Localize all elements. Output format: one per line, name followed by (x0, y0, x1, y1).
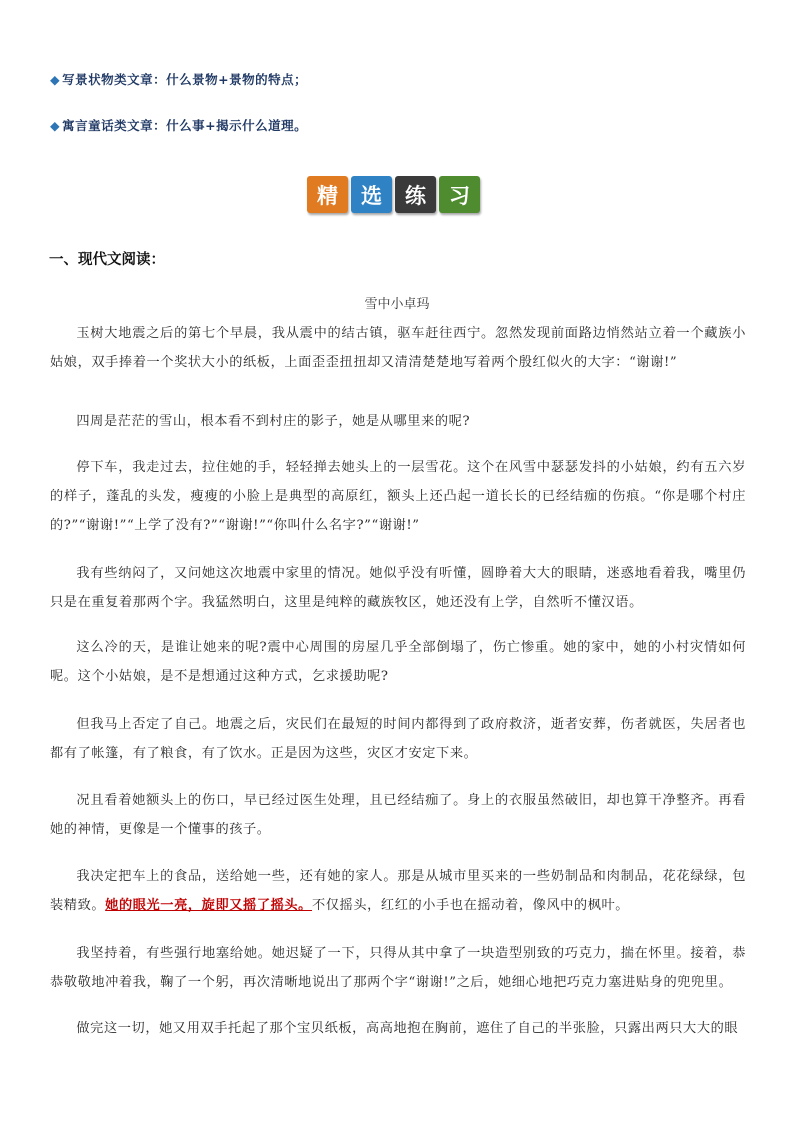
banner-tile: 精 (307, 176, 348, 213)
diamond-bullet-icon: ◆ (50, 118, 61, 133)
paragraph-text: 我决定把车上的食品，送给她一些，还有她的家人。那是从城市里买来的一些奶制品和肉制品，花花绿绿，包装精致。 (50, 869, 746, 913)
paragraph: 做完这一切，她又用双手托起了那个宝贝纸板，高高地抱在胸前，遮住了自己的半张脸，只露出两只大大的眼 (76, 1021, 739, 1036)
tip-text: 寓言童话类文章：什么事+揭示什么道理。 (62, 118, 308, 133)
paragraph: 这么冷的天，是谁让她来的呢?震中心周围的房屋几乎全部倒塌了，伤亡惨重。她的家中，她的小村灾情如何呢。这个小姑娘，是不是想通过这种方式，乞求援助呢? (50, 640, 746, 684)
tip-text: 写景状物类文章：什么景物+景物的特点； (62, 72, 308, 87)
paragraph: 但我马上否定了自己。地震之后，灾民们在最短的时间内都得到了政府救济，逝者安葬，伤者就医，失居者也都有了帐篷，有了粮食，有了饮水。正是因为这些，灾区才安定下来。 (50, 717, 746, 761)
paragraph: 四周是茫茫的雪山，根本看不到村庄的影子，她是从哪里来的呢? (76, 414, 471, 429)
banner-tile: 练 (395, 176, 436, 213)
story-title: 雪中小卓玛 (364, 297, 430, 312)
paragraph: 况且看着她额头上的伤口，早已经过医生处理，且已经结痂了。身上的衣服虽然破旧，却也算干净整齐。再看她的神情，更像是一个懂事的孩子。 (50, 793, 746, 837)
highlighted-sentence: 她的眼光一亮，旋即又摇了摇头。 (105, 898, 312, 913)
banner-tile: 习 (439, 176, 480, 213)
paragraph: 停下车，我走过去，拉住她的手，轻轻掸去她头上的一层雪花。这个在风雪中瑟瑟发抖的小姑娘，约有五六岁的样子，蓬乱的头发，瘦瘦的小脸上是典型的高原红，额头上还凸起一道长长的已经结痂的伤痕。“你是哪个村庄的?”“谢谢!”“上学了没有?”“谢谢!”“你叫什么名字?”“谢谢!” (50, 460, 746, 533)
paragraph: 我坚持着，有些强行地塞给她。她迟疑了一下，只得从其中拿了一块造型别致的巧克力，揣在怀里。接着，恭恭敬敬地冲着我，鞠了一个躬，再次清晰地说出了那两个字“谢谢!”之后，她细心地把巧克力塞进贴身的兜兜里。 (50, 946, 746, 990)
tip-line-fable (50, 116, 307, 134)
tip-line-scenery (50, 70, 307, 88)
paragraph-with-highlight (50, 862, 746, 920)
section-title: 一、现代文阅读： (49, 252, 165, 268)
paragraph: 玉树大地震之后的第七个早晨，我从震中的结古镇，驱车赶往西宁。忽然发现前面路边悄然站立着一个藏族小姑娘，双手捧着一个奖状大小的纸板，上面歪歪扭扭却又清清楚楚地写着两个殷红似火的大字：“谢谢!” (50, 326, 746, 370)
paragraph-text: 不仅摇头，红红的小手也在摇动着，像风中的枫叶。 (311, 898, 630, 913)
paragraph: 我有些纳闷了，又问她这次地震中家里的情况。她似乎没有听懂，圆睁着大大的眼睛，迷惑地看着我，嘴里仍只是在重复着那两个字。我猛然明白，这里是纯粹的藏族牧区，她还没有上学，自然听不懂汉语。 (50, 566, 746, 610)
practice-banner (307, 176, 480, 213)
banner-tile: 选 (351, 176, 392, 213)
diamond-bullet-icon: ◆ (50, 72, 61, 87)
